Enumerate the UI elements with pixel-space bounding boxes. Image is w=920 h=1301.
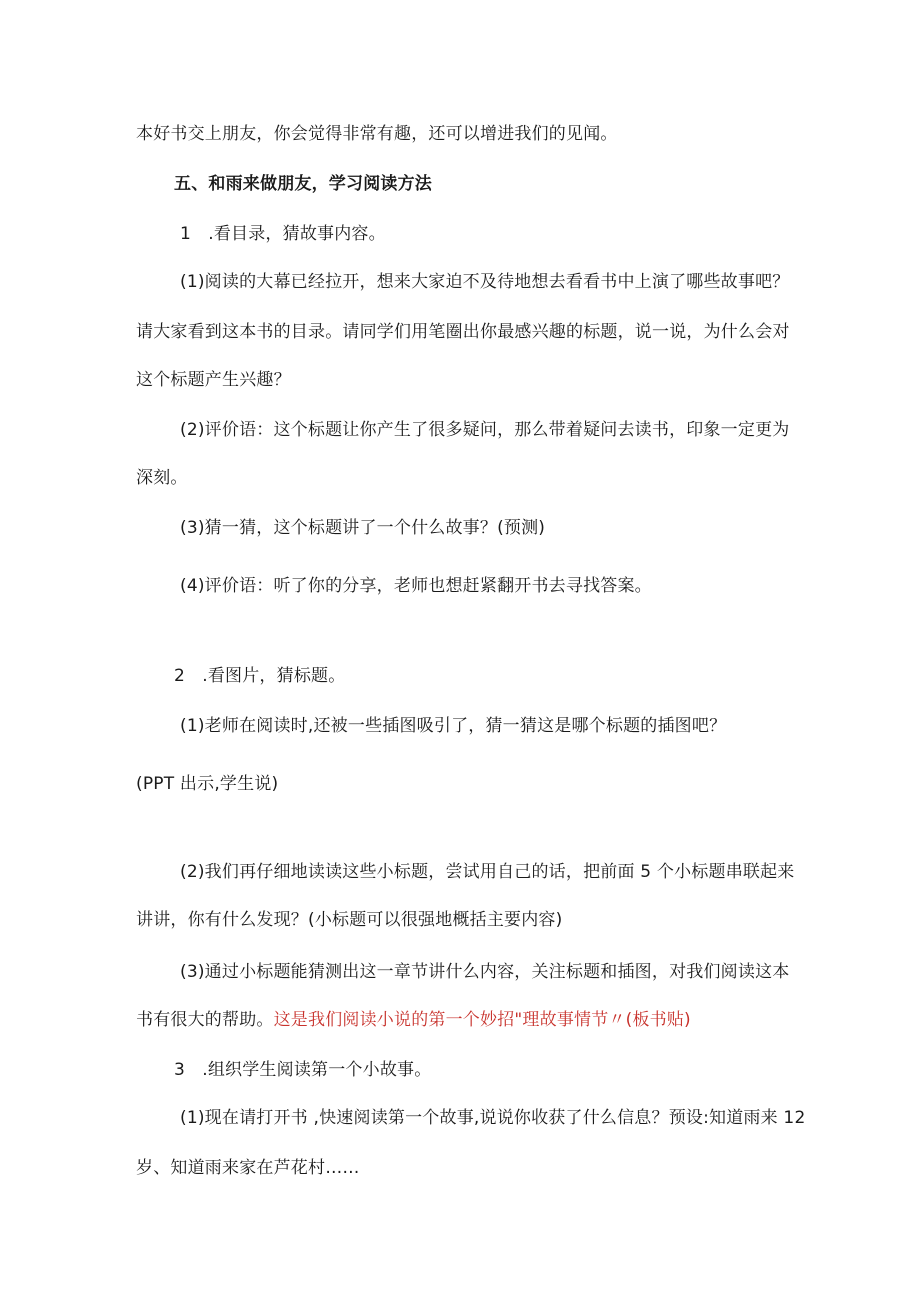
paragraph-line: (1)阅读的大幕已经拉开，想来大家迫不及待地想去看看书中上演了哪些故事吧？ [180,272,790,292]
paragraph-line [136,1008,691,1032]
paragraph-line: (1)现在请打开书 ,快速阅读第一个故事,说说你收获了什么信息？预设:知道雨来 12 [180,1108,806,1128]
paragraph-line: 岁、知道雨来家在芦花村…… [136,1158,360,1178]
highlighted-text: 这是我们阅读小说的第一个妙招"理故事情节〃(板书贴) [273,1010,691,1030]
paragraph-text: 书有很大的帮助。 [136,1010,274,1030]
paragraph-line: 这个标题产生兴趣？ [136,370,291,390]
subsection-title: 3 .组织学生阅读第一个小故事。 [174,1060,432,1080]
paragraph-line: (4)评价语：听了你的分享，老师也想赶紧翻开书去寻找答案。 [180,576,652,596]
paragraph-line: (2)评价语：这个标题让你产生了很多疑问，那么带着疑问去读书，印象一定更为 [180,420,790,440]
paragraph-line: 讲讲，你有什么发现？(小标题可以很强地概括主要内容) [136,910,563,930]
paragraph-line: 本好书交上朋友，你会觉得非常有趣，还可以增进我们的见闻。 [136,124,618,144]
subsection-title: 1 .看目录，猜故事内容。 [180,224,386,244]
paragraph-line: (3)猜一猜，这个标题讲了一个什么故事？(预测) [180,518,546,538]
paragraph-line: (1)老师在阅读时,还被一些插图吸引了，猜一猜这是哪个标题的插图吧？ [180,716,727,736]
subsection-title: 2 .看图片，猜标题。 [174,666,346,686]
paragraph-line: 深刻。 [136,468,188,488]
paragraph-line: (PPT 出示,学生说) [136,774,279,794]
paragraph-line: (3)通过小标题能猜测出这一章节讲什么内容，关注标题和插图，对我们阅读这本 [180,962,790,982]
paragraph-line: (2)我们再仔细地读读这些小标题，尝试用自己的话，把前面 5 个小标题串联起来 [180,862,795,882]
paragraph-line: 请大家看到这本书的目录。请同学们用笔圈出你最感兴趣的标题，说一说，为什么会对 [136,322,790,342]
section-heading: 五、和雨来做朋友，学习阅读方法 [174,174,432,194]
